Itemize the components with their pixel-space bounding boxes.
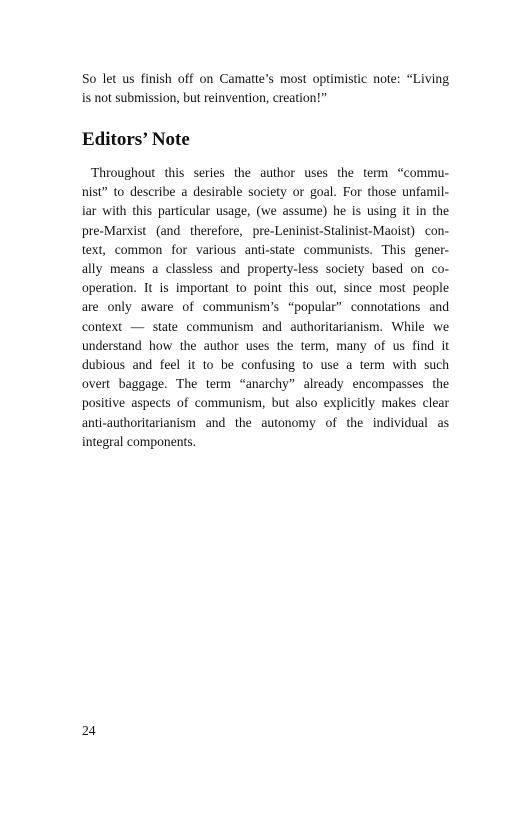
paragraph-line: anti-authoritarianism and the autonomy of the individual as (82, 414, 449, 430)
paragraph-line: context — state communism and authoritarianism. While we (82, 318, 449, 334)
intro-line: So let us finish off on Camatte’s most optimistic note: “Living (82, 71, 449, 86)
paragraph-line: integral components. (82, 433, 197, 449)
paragraph-line: pre-Marxist (and therefore, pre-Leninist-Stalinist-Maoist) con- (82, 222, 449, 238)
intro-line: is not submission, but reinvention, creation!” (82, 90, 328, 106)
paragraph-line: overt baggage. The term “anarchy” already encompasses the (82, 376, 449, 392)
page-number: 24 (82, 723, 96, 738)
intro-paragraph (82, 69, 449, 107)
paragraph-line: iar with this particular usage, (we assume) he is using it in the (82, 203, 449, 219)
paragraph-line: ally means a classless and property-less society based on co- (82, 261, 449, 277)
editors-note-paragraph (82, 163, 449, 451)
paragraph-line: are only aware of communism’s “popular” connotations and (82, 299, 449, 315)
section-heading: Editors’ Note (82, 129, 190, 150)
paragraph-line: dubious and feel it to be confusing to use a term with such (82, 357, 449, 373)
paragraph-line: understand how the author uses the term, many of us find it (82, 337, 449, 353)
paragraph-line: text, common for various anti-state communists. This gener- (82, 241, 449, 257)
paragraph-line: positive aspects of communism, but also explicitly makes clear (82, 395, 449, 411)
paragraph-line: nist” to describe a desirable society or goal. For those unfamil- (82, 184, 449, 200)
paragraph-line: operation. It is important to point this out, since most people (82, 280, 449, 296)
paragraph-line: Throughout this series the author uses the term “commu- (91, 165, 449, 180)
